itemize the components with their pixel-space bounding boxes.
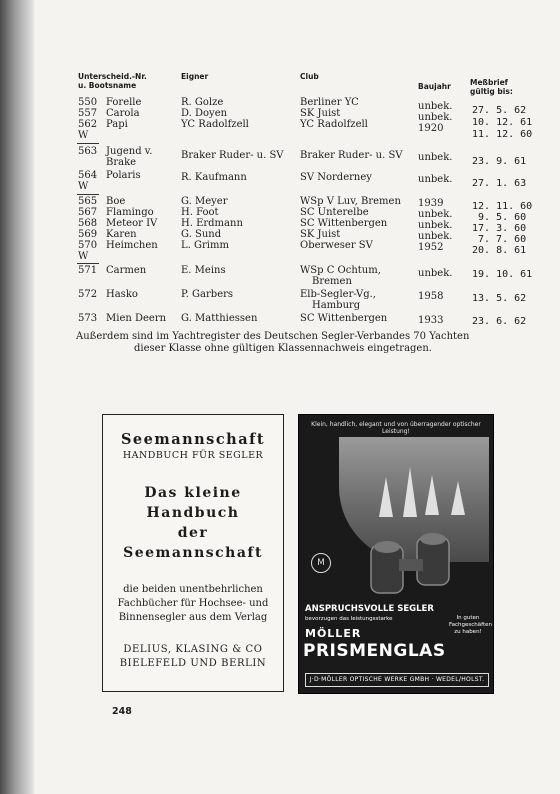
cell-nr: 571 <box>78 265 98 276</box>
cell-name: Meteor IV <box>106 218 158 229</box>
header-club: Club <box>300 72 319 81</box>
cell-name: Boe <box>106 196 126 207</box>
cell-nr: 573 <box>78 313 98 324</box>
cell-name: Forelle <box>106 97 142 108</box>
cell-club-line2: Bremen <box>312 276 352 287</box>
ad-slogan: ANSPRUCHSVOLLE SEGLER <box>305 604 434 614</box>
cell-club: SC Wittenbergen <box>300 218 388 229</box>
divider <box>77 263 99 264</box>
cell-name: Brake <box>106 157 137 168</box>
header-eigner: Eigner <box>181 72 209 81</box>
cell-name: Flamingo <box>106 207 154 218</box>
cell-nr-w: W <box>78 251 89 262</box>
cell-baujahr: unbek. <box>418 101 453 112</box>
ad-description: die beiden unentbehrlichen Fachbücher für Hochsee- und Binnensegler aus dem Verlag <box>117 584 269 623</box>
ad-moeller-prismenglas <box>298 414 494 694</box>
cell-nr: 562 <box>78 119 98 130</box>
cell-club: Elb-Segler-Vg., <box>300 289 376 300</box>
cell-club: Berliner YC <box>300 97 359 108</box>
cell-eigner: YC Radolfzell <box>181 119 249 130</box>
cell-messbrief: 11. 12. 60 <box>472 129 533 140</box>
cell-name: Polaris <box>106 170 141 181</box>
cell-nr: 567 <box>78 207 98 218</box>
cell-name: Hasko <box>106 289 138 300</box>
cell-baujahr: 1952 <box>418 242 444 253</box>
cell-nr: 550 <box>78 97 98 108</box>
sail-icon <box>379 477 393 517</box>
cell-club: WSp C Ochtum, <box>300 265 381 276</box>
cell-name: Jugend v. <box>106 146 153 157</box>
cell-baujahr: unbek. <box>418 209 453 220</box>
cell-eigner: G. Meyer <box>181 196 228 207</box>
cell-name: Carola <box>106 108 140 119</box>
ad-tagline: Klein, handlich, elegant und von überragender optischer Leistung! <box>311 421 481 435</box>
cell-nr-w: W <box>78 181 89 192</box>
cell-messbrief: 17. 3. 60 <box>472 223 527 234</box>
ad-product: PRISMENGLAS <box>303 641 446 661</box>
cell-eigner: E. Meins <box>181 265 226 276</box>
ad-book-title: Das kleine Handbuch der Seemannschaft <box>123 485 263 561</box>
cell-messbrief: 9. 5. 60 <box>478 212 527 223</box>
cell-club: SK Juist <box>300 108 341 119</box>
ad-company-footer: J·D·MÖLLER OPTISCHE WERKE GMBH · WEDEL/HOLST. <box>305 673 489 687</box>
cell-baujahr: unbek. <box>418 268 453 279</box>
ad-publisher: DELIUS, KLASING & CO BIELEFELD UND BERLIN <box>119 644 267 669</box>
cell-baujahr: unbek. <box>418 220 453 231</box>
header-messbrief: Meßbrief gültig bis: <box>470 78 513 96</box>
cell-baujahr: unbek. <box>418 112 453 123</box>
cell-messbrief: 23. 6. 62 <box>472 316 527 327</box>
cell-club: SV Norderney <box>300 172 372 183</box>
cell-messbrief: 7. 7. 60 <box>478 234 527 245</box>
cell-eigner: D. Doyen <box>181 108 228 119</box>
cell-nr: 570 <box>78 240 98 251</box>
cell-baujahr: 1939 <box>418 198 444 209</box>
cell-nr: 572 <box>78 289 98 300</box>
ad-brand: MÖLLER <box>305 627 362 640</box>
footnote-line2: dieser Klasse ohne gültigen Klassennachweis eingetragen. <box>134 343 432 354</box>
cell-messbrief: 13. 5. 62 <box>472 293 527 304</box>
ad-title: Seemannschaft <box>120 431 266 448</box>
cell-nr: 568 <box>78 218 98 229</box>
footnote-line1: Außerdem sind im Yachtregister des Deutschen Segler-Verbandes 70 Yachten <box>76 331 470 342</box>
ad-seemannschaft <box>102 414 284 692</box>
cell-club: WSp V Luv, Bremen <box>300 196 401 207</box>
divider <box>77 194 99 195</box>
ad-subtitle: HANDBUCH FÜR SEGLER <box>122 450 264 461</box>
cell-baujahr: 1920 <box>418 123 444 134</box>
cell-club: YC Radolfzell <box>300 119 368 130</box>
cell-club: SK Juist <box>300 229 341 240</box>
cell-eigner: R. Kaufmann <box>181 172 247 183</box>
cell-messbrief: 12. 11. 60 <box>472 201 533 212</box>
cell-nr: 563 <box>78 146 98 157</box>
cell-club: SC Wittenbergen <box>300 313 388 324</box>
cell-baujahr: 1933 <box>418 315 444 326</box>
cell-nr: 564 <box>78 170 98 181</box>
cell-messbrief: 20. 8. 61 <box>472 245 527 256</box>
binoculars-icon <box>361 533 461 603</box>
cell-baujahr: unbek. <box>418 231 453 242</box>
ad-slogan-sub: bevorzugen das leistungsstarke <box>305 616 393 622</box>
cell-club-line2: Hamburg <box>312 300 361 311</box>
cell-name: Mien Deern <box>106 313 167 324</box>
page-number: 248 <box>112 706 132 717</box>
cell-name: Papi <box>106 119 128 130</box>
cell-eigner: R. Golze <box>181 97 224 108</box>
book-gutter-shadow <box>0 0 34 794</box>
divider <box>77 143 99 144</box>
cell-baujahr: 1958 <box>418 291 444 302</box>
cell-eigner: H. Erdmann <box>181 218 243 229</box>
header-baujahr: Baujahr <box>418 82 451 91</box>
cell-eigner: H. Foot <box>181 207 219 218</box>
cell-eigner: G. Sund <box>181 229 222 240</box>
cell-eigner: L. Grimm <box>181 240 229 251</box>
cell-club: SC Unterelbe <box>300 207 369 218</box>
cell-club: Oberweser SV <box>300 240 373 251</box>
cell-messbrief: 10. 12. 61 <box>472 117 533 128</box>
cell-messbrief: 19. 10. 61 <box>472 269 533 280</box>
moeller-logo-icon: M <box>311 553 331 573</box>
cell-name: Carmen <box>106 265 147 276</box>
cell-messbrief: 23. 9. 61 <box>472 156 527 167</box>
sail-icon <box>403 467 417 517</box>
cell-eigner: Braker Ruder- u. SV <box>181 150 284 161</box>
cell-baujahr: unbek. <box>418 174 453 185</box>
cell-messbrief: 27. 1. 63 <box>472 178 527 189</box>
cell-nr: 569 <box>78 229 98 240</box>
cell-nr-w: W <box>78 130 89 141</box>
cell-name: Heimchen <box>106 240 158 251</box>
cell-baujahr: unbek. <box>418 152 453 163</box>
cell-club: Braker Ruder- u. SV <box>300 150 403 161</box>
sail-icon <box>425 475 439 515</box>
header-nr: Unterscheid.-Nr. u. Bootsname <box>78 72 147 90</box>
cell-messbrief: 27. 5. 62 <box>472 105 527 116</box>
cell-nr: 565 <box>78 196 98 207</box>
sail-icon <box>451 481 465 515</box>
cell-eigner: G. Matthiessen <box>181 313 258 324</box>
cell-eigner: P. Garbers <box>181 289 234 300</box>
ad-availability: In guten Fachgeschäften zu haben! <box>449 615 493 635</box>
cell-nr: 557 <box>78 108 98 119</box>
cell-name: Karen <box>106 229 137 240</box>
